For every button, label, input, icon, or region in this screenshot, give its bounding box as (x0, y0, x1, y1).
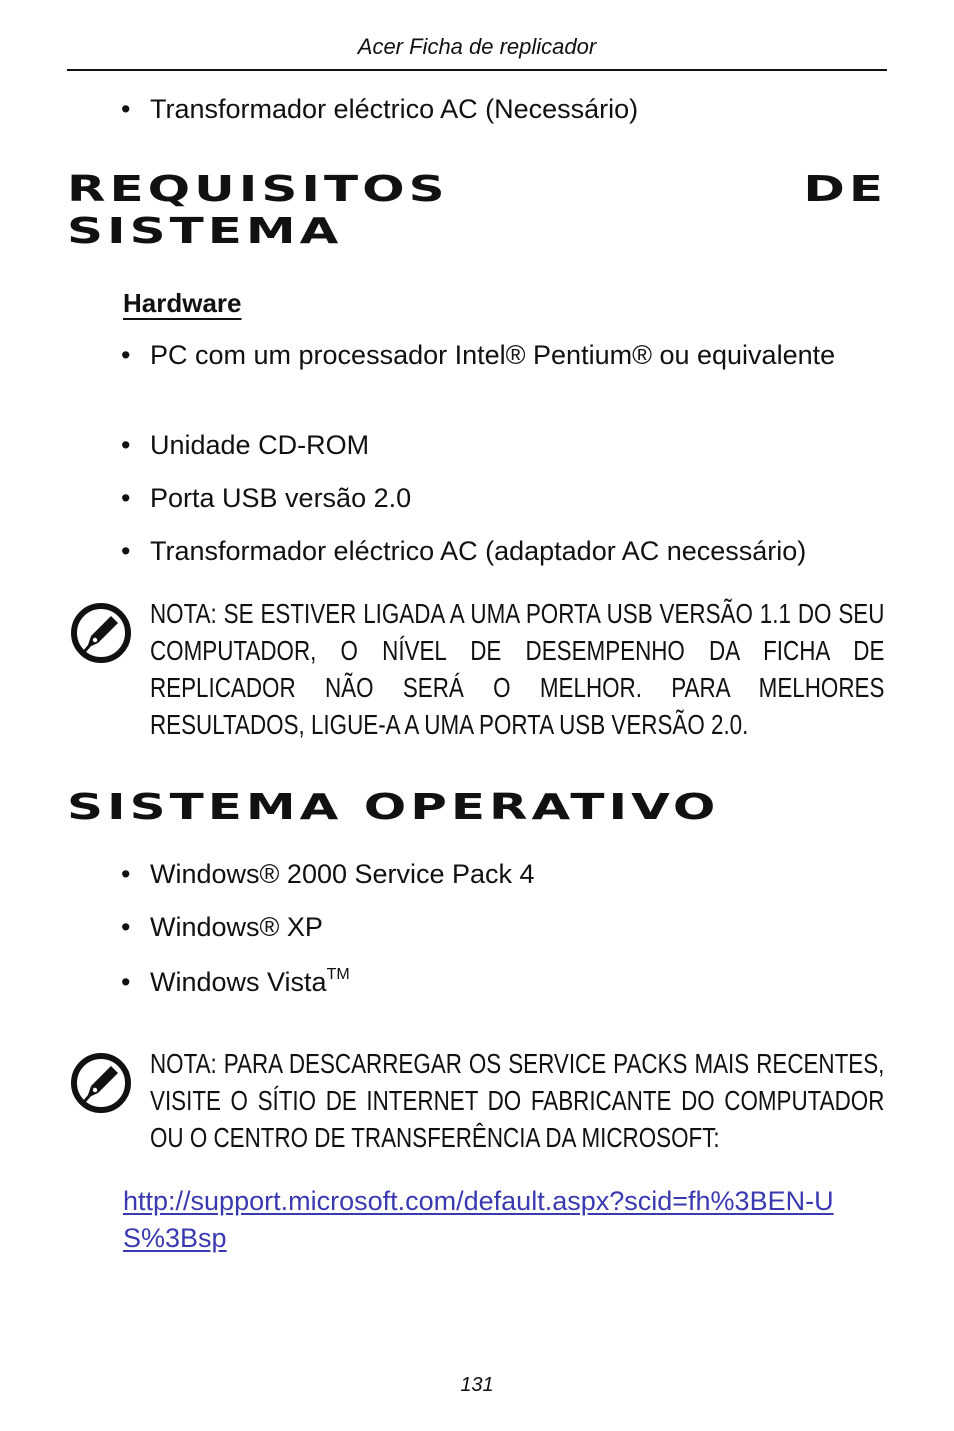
bullet-dot: • (121, 536, 131, 566)
bullet-dot: • (121, 483, 131, 513)
note-pen-icon (70, 1052, 132, 1114)
note-text-service-packs: NOTA: PARA DESCARREGAR OS SERVICE PACKS MAIS RECENTES, VISITE O SÍTIO DE INTERNET DO FABRICANTE DO COMPUTADOR OU O CENTRO DE TRANSFERÊNCIA DA MICROSOFT: (150, 1048, 885, 1153)
heading-word-requisitos: REQUISITOS (67, 168, 449, 210)
list-item-text: Windows Vista (150, 967, 327, 997)
list-item-text: Windows® 2000 Service Pack 4 (150, 859, 535, 889)
heading-word-de: DE (803, 168, 887, 210)
bullet-dot: • (121, 94, 131, 124)
list-item-text: Windows® XP (150, 912, 323, 942)
bullet-dot: • (121, 430, 131, 460)
trademark-superscript: TM (326, 966, 350, 983)
heading-line-1 (67, 168, 887, 210)
page-number: 131 (460, 1374, 494, 1396)
bullet-dot: • (121, 912, 131, 942)
list-item-text: Transformador eléctrico AC (adaptador AC necessário) (150, 536, 807, 566)
header-divider (67, 69, 887, 71)
bullet-dot: • (121, 967, 131, 997)
list-item (121, 480, 411, 517)
section-heading-requisitos (67, 168, 887, 252)
list-item-text: PC com um processador Intel® Pentium® ou equivalente (150, 340, 836, 370)
list-item (121, 964, 350, 1001)
heading-word-sistema: SISTEMA (67, 209, 343, 252)
list-item-text: Transformador eléctrico AC (Necessário) (150, 94, 639, 124)
list-item (121, 533, 806, 570)
section-heading-sistema-operativo: SISTEMA OPERATIVO (67, 786, 720, 828)
list-item (121, 427, 369, 464)
list-item (121, 91, 638, 128)
note-pen-icon (70, 602, 132, 664)
list-item (121, 856, 535, 893)
subheading-hardware: Hardware (123, 288, 242, 318)
bullet-dot: • (121, 859, 131, 889)
list-item-text: Porta USB versão 2.0 (150, 483, 412, 513)
microsoft-support-link[interactable]: http://support.microsoft.com/default.aspx?scid=fh%3BEN-US%3Bsp (123, 1186, 834, 1253)
list-item (121, 337, 885, 374)
list-item-text: Unidade CD-ROM (150, 430, 370, 460)
list-item (121, 909, 323, 946)
note-text-usb: NOTA: SE ESTIVER LIGADA A UMA PORTA USB VERSÃO 1.1 DO SEU COMPUTADOR, O NÍVEL DE DESEMPENHO DA FICHA DE REPLICADOR NÃO SERÁ O MELHOR. PARA MELHORES RESULTADOS, LIGUE-A A UMA PORTA USB VERSÃO 2.0. (150, 598, 885, 740)
bullet-dot: • (121, 340, 131, 370)
page-header-title: Acer Ficha de replicador (357, 34, 597, 59)
